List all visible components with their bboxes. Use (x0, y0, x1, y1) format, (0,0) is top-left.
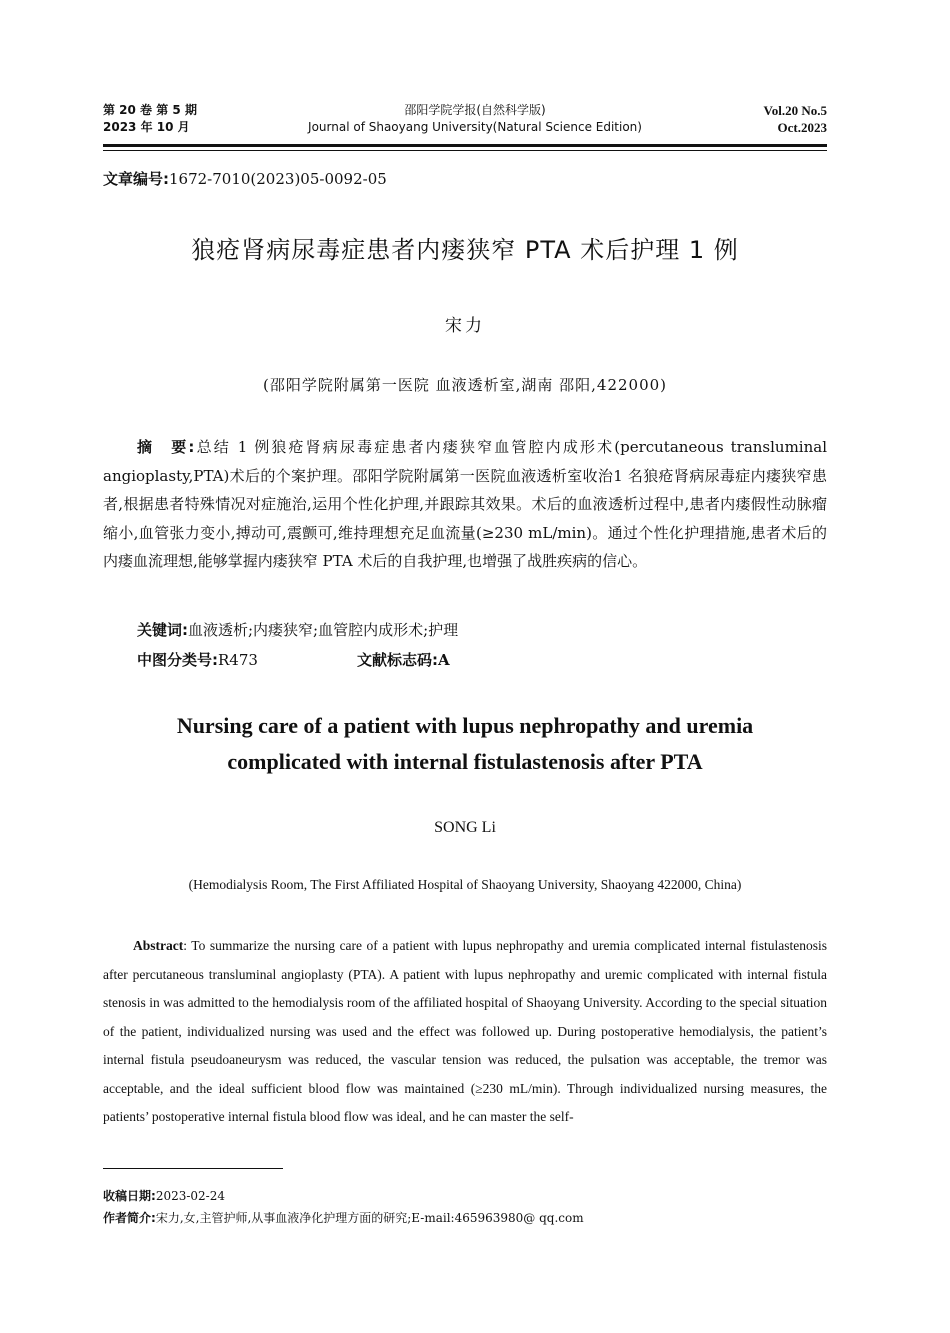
received-value: 2023-02-24 (155, 1189, 225, 1203)
affiliation-en: (Hemodialysis Room, The First Affiliated Hospital of Shaoyang University, Shaoyang 422000, China) (188, 877, 742, 892)
document-code-value: A (438, 651, 450, 669)
document-code (357, 649, 450, 670)
keywords (137, 619, 458, 640)
affiliation-cn: (邵阳学院附属第一医院 血液透析室,湖南 邵阳,422000) (262, 376, 668, 394)
author-en: SONG Li (434, 819, 496, 836)
journal-name (250, 102, 700, 136)
article-number (103, 168, 387, 189)
month-year: Oct.2023 (777, 120, 827, 135)
author-cn: 宋力 (445, 316, 485, 336)
issue-date: 2023 年 10 月 (103, 120, 190, 134)
document-code-label: 文献标志码: (357, 651, 438, 669)
classification-label: 中图分类号: (137, 651, 218, 669)
author-bio-label: 作者简介: (103, 1211, 156, 1225)
article-number-label: 文章编号: (103, 170, 169, 188)
journal-volume-issue (103, 102, 197, 136)
header-rule-thick (103, 144, 827, 147)
footnote-received (103, 1188, 225, 1205)
keywords-value: 血液透析;内瘘狭窄;血管腔内成形术;护理 (188, 621, 459, 639)
abstract-en-colon: : (183, 938, 192, 953)
received-label: 收稿日期: (103, 1189, 156, 1203)
author-bio-value: 宋力,女,主管护师,从事血液净化护理方面的研究;E-mail:465963980@ qq.com (155, 1211, 584, 1225)
journal-vol-en (764, 102, 827, 136)
journal-name-cn: 邵阳学院学报(自然科学版) (404, 103, 546, 117)
abstract-en-label: Abstract (133, 938, 184, 953)
title-en-line1: Nursing care of a patient with lupus nephropathy and uremia (176, 713, 754, 738)
abstract-cn-label: 摘 要: (137, 438, 195, 456)
abstract-en (103, 932, 827, 1132)
classification-value: R473 (218, 651, 258, 669)
journal-name-en: Journal of Shaoyang University(Natural Science Edition) (308, 120, 642, 134)
vol-no: Vol.20 No.5 (763, 103, 827, 118)
keywords-label: 关键词: (137, 621, 188, 639)
title-en-line2: complicated with internal fistulastenosis after PTA (227, 749, 703, 774)
volume-issue: 第 20 卷 第 5 期 (103, 103, 197, 117)
abstract-en-text: To summarize the nursing care of a patient with lupus nephropathy and uremia complicated internal fistulastenosis after percutaneous transluminal angioplasty (PTA). A patient with lupus nephropathy and uremic complicated with internal fistula stenosis in was admitted to the hemodialysis room of the affiliated hospital of Shaoyang University. According to the special situation of the patient, individualized nursing was used and the effect was followed up. During postoperative hemodialysis, the patient’s internal fistula pseudoaneurysm was reduced, the vascular tension was reduced, the pulsation was acceptable, the tremor was acceptable, and the ideal sufficient blood flow was maintained (≥230 mL/min). Through individualized nursing measures, the patients’ postoperative internal fistula blood flow was ideal, and he can master the self- (103, 938, 827, 1124)
header-rule-thin (103, 150, 827, 151)
title-en (103, 708, 827, 780)
abstract-cn (103, 433, 827, 576)
classification (137, 649, 258, 670)
article-number-value: 1672-7010(2023)05-0092-05 (169, 170, 387, 188)
footnote-rule (103, 1168, 283, 1169)
abstract-cn-text: 总结 1 例狼疮肾病尿毒症患者内瘘狭窄血管腔内成形术(percutaneous transluminal angioplasty,PTA)术后的个案护理。邵阳学院附属第一医院血液透析室收治1 名狼疮肾病尿毒症内瘘狭窄患者,根据患者特殊情况对症施治,运用个性化护理,并跟踪其效果。术后的血液透析过程中,患者内瘘假性动脉瘤缩小,血管张力变小,搏动可,震颤可,维持理想充足血流量(≥230 mL/min)。通过个性化护理措施,患者术后的内瘘血流理想,能够掌握内瘘狭窄 PTA 术后的自我护理,也增强了战胜疾病的信心。 (103, 438, 827, 570)
title-cn: 狼疮肾病尿毒症患者内瘘狭窄 PTA 术后护理 1 例 (191, 236, 739, 264)
footnote-author (103, 1210, 584, 1227)
